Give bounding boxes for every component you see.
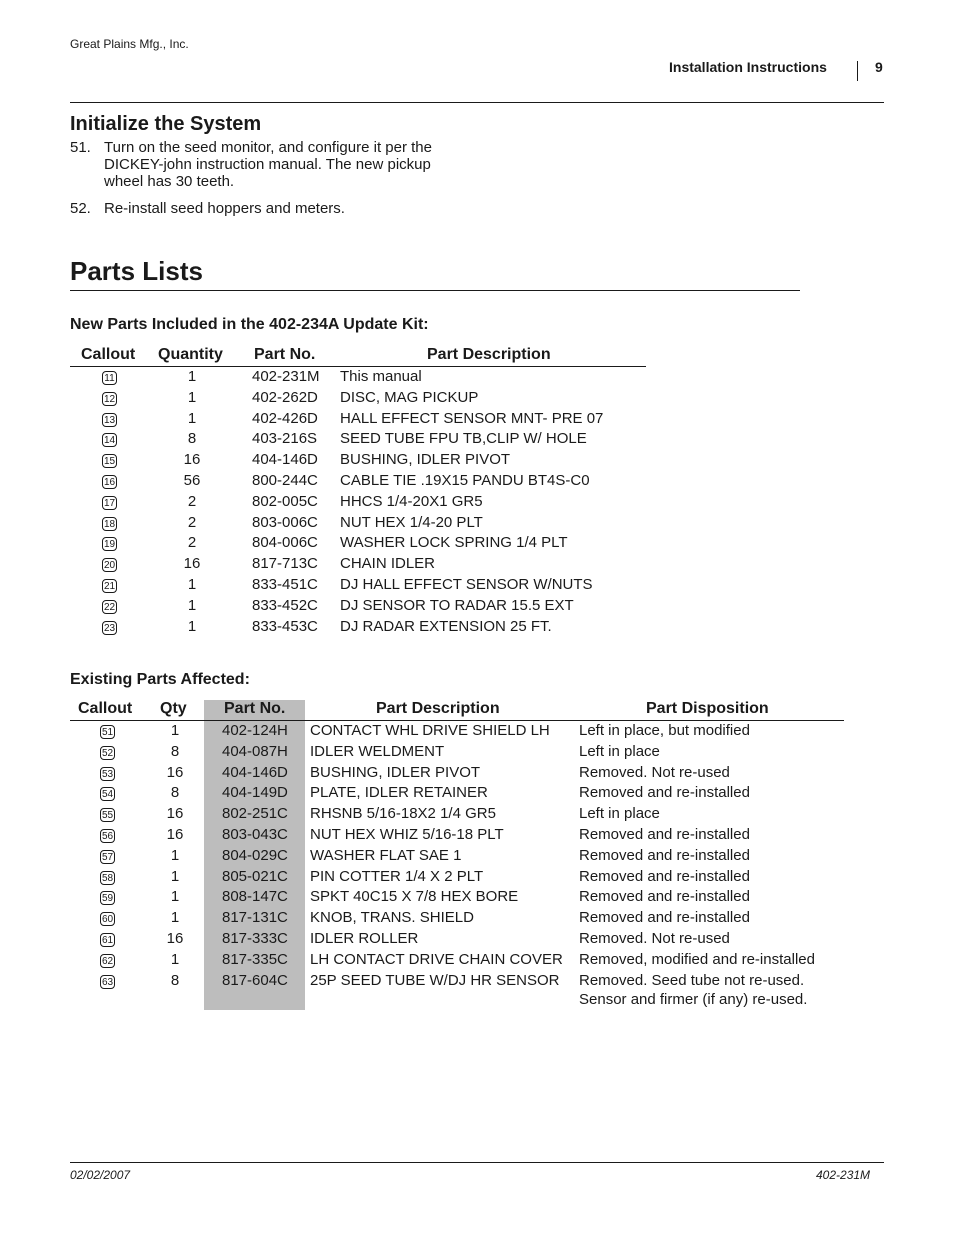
callout-number: 55	[101, 810, 114, 822]
quantity-cell: 8	[170, 971, 180, 989]
part-disposition-cell: Left in place	[579, 742, 660, 760]
part-number-cell: 833-453C	[252, 617, 318, 635]
quantity-cell: 16	[166, 805, 184, 823]
quantity-cell: 1	[187, 388, 197, 406]
quantity-cell: 1	[187, 576, 197, 593]
part-number-cell: 817-333C	[222, 930, 288, 947]
step-number: 51.	[70, 139, 91, 156]
step-text: Re-install seed hoppers and meters.	[104, 200, 345, 217]
part-number-cell: 404-149D	[222, 784, 288, 802]
footer-doc-number: 402-231M	[816, 1168, 871, 1182]
callout-number: 56	[101, 831, 114, 842]
part-disposition-cell: Removed. Not re-used	[579, 763, 730, 781]
part-disposition-cell: Removed. Not re-used	[579, 930, 730, 947]
quantity-cell: 2	[187, 534, 197, 552]
part-description-cell: DJ HALL EFFECT SENSOR W/NUTS	[340, 576, 593, 593]
callout-number: 15	[103, 456, 116, 468]
callout-number: 22	[103, 601, 116, 613]
part-number-cell: 803-006C	[252, 513, 318, 531]
part-description-cell: NUT HEX WHIZ 5/16-18 PLT	[310, 826, 504, 843]
callout-number: 11	[102, 371, 117, 385]
part-number-cell: 802-005C	[252, 492, 318, 510]
part-description-cell: IDLER WELDMENT	[310, 742, 445, 760]
col-quantity: Quantity	[158, 346, 223, 363]
part-number-cell: 402-124H	[222, 722, 288, 739]
quantity-cell: 16	[183, 451, 201, 469]
quantity-cell: 1	[187, 596, 197, 614]
part-number-cell: 817-131C	[222, 909, 288, 927]
quantity-cell: 1	[187, 368, 197, 385]
initialize-heading: Initialize the System	[70, 113, 262, 135]
parts-lists-rule	[70, 290, 800, 291]
part-disposition-cell: Left in place, but modified	[579, 722, 750, 739]
quantity-cell: 16	[166, 763, 184, 781]
part-description-cell: CHAIN IDLER	[340, 555, 436, 573]
step-51	[70, 139, 470, 193]
callout-number: 12	[103, 393, 116, 405]
quantity-cell: 1	[170, 722, 180, 739]
quantity-cell: 1	[187, 409, 197, 427]
part-description-cell: DJ RADAR EXTENSION 25 FT.	[340, 617, 552, 635]
part-description-cell: HALL EFFECT SENSOR MNT- PRE 07	[340, 409, 604, 427]
part-description-cell: PIN COTTER 1/4 X 2 PLT	[310, 867, 484, 885]
company-name: Great Plains Mfg., Inc.	[70, 37, 189, 51]
quantity-cell: 1	[170, 888, 180, 906]
part-disposition-cell: Removed and re-installed	[579, 909, 750, 927]
part-description-cell: PLATE, IDLER RETAINER	[310, 784, 488, 802]
quantity-cell: 1	[170, 867, 180, 885]
callout-number: 60	[101, 914, 114, 926]
part-description-cell: DISC, MAG PICKUP	[340, 388, 479, 406]
part-number-cell: 805-021C	[222, 867, 288, 885]
part-disposition-cell: Sensor and firmer (if any) re-used.	[579, 990, 808, 1008]
quantity-cell: 1	[170, 846, 180, 864]
part-number-cell: 808-147C	[222, 888, 288, 906]
part-description-cell: WASHER FLAT SAE 1	[310, 846, 462, 864]
footer-rule	[70, 1162, 884, 1163]
quantity-cell: 2	[187, 492, 197, 510]
callout-number: 54	[101, 789, 114, 801]
callout-number: 63	[101, 976, 114, 988]
callout-number: 13	[103, 414, 116, 426]
part-number-cell: 800-244C	[252, 472, 318, 489]
quantity-cell: 2	[187, 513, 197, 531]
part-description-cell: This manual	[340, 368, 422, 385]
quantity-cell: 8	[170, 784, 180, 802]
callout-number: 62	[101, 955, 114, 967]
part-description-cell: SEED TUBE FPU TB,CLIP W/ HOLE	[340, 430, 587, 448]
new-parts-heading: New Parts Included in the 402-234A Update Kit:	[70, 316, 429, 333]
part-number-cell: 402-262D	[252, 388, 318, 406]
col-part-no: Part No.	[254, 346, 316, 363]
step-number: 52.	[70, 200, 91, 217]
quantity-cell: 16	[183, 555, 201, 573]
part-description-cell: WASHER LOCK SPRING 1/4 PLT	[340, 534, 568, 552]
callout-number: 58	[101, 872, 114, 884]
callout-number: 19	[103, 539, 116, 551]
part-disposition-cell: Removed. Seed tube not re-used.	[579, 971, 805, 989]
header-divider	[857, 61, 858, 81]
footer-date: 02/02/2007	[70, 1168, 131, 1182]
col-callout: Callout	[81, 346, 136, 363]
callout-number: 61	[101, 935, 114, 946]
part-description-cell: LH CONTACT DRIVE CHAIN COVER	[310, 950, 563, 968]
existing-parts-heading: Existing Parts Affected:	[70, 671, 250, 688]
col-part-no: Part No.	[224, 700, 286, 717]
part-disposition-cell: Removed and re-installed	[579, 846, 750, 864]
callout-number: 57	[101, 851, 114, 863]
parts-lists-heading: Parts Lists	[70, 256, 203, 286]
quantity-cell: 8	[187, 430, 197, 448]
callout-number: 20	[103, 560, 116, 572]
part-description-cell: CABLE TIE .19X15 PANDU BT4S-C0	[340, 472, 590, 489]
col-qty: Qty	[160, 700, 187, 717]
callout-number: 52	[101, 747, 114, 759]
part-disposition-cell: Removed and re-installed	[579, 784, 750, 802]
part-number-cell: 803-043C	[222, 826, 288, 843]
part-description-cell: SPKT 40C15 X 7/8 HEX BORE	[310, 888, 519, 906]
part-number-cell: 402-426D	[252, 409, 318, 427]
col-disposition: Part Disposition	[646, 700, 769, 717]
quantity-cell: 1	[170, 909, 180, 927]
callout-number: 18	[103, 518, 116, 530]
part-description-cell: HHCS 1/4-20X1 GR5	[340, 492, 483, 510]
page-number: 9	[875, 59, 883, 75]
part-disposition-cell: Removed, modified and re-installed	[579, 950, 815, 968]
callout-number: 17	[103, 497, 116, 509]
col-description: Part Description	[376, 700, 500, 717]
section-title: Installation Instructions	[669, 59, 827, 75]
header-rule	[70, 102, 884, 103]
part-number-cell: 817-604C	[222, 971, 288, 989]
part-number-cell: 817-335C	[222, 950, 288, 968]
col-callout: Callout	[78, 700, 133, 717]
part-number-cell: 833-452C	[252, 596, 318, 614]
quantity-cell: 56	[183, 472, 201, 489]
part-description-cell: BUSHING, IDLER PIVOT	[340, 451, 511, 469]
callout-number: 21	[103, 581, 116, 592]
quantity-cell: 1	[187, 617, 197, 635]
part-number-cell: 404-146D	[252, 451, 318, 469]
part-disposition-cell: Removed and re-installed	[579, 867, 750, 885]
callout-number: 51	[101, 727, 114, 738]
part-description-cell: CONTACT WHL DRIVE SHIELD LH	[310, 722, 550, 739]
part-number-cell: 817-713C	[252, 555, 318, 573]
table-header-rule	[70, 366, 646, 367]
table-header-rule	[70, 720, 844, 721]
col-description: Part Description	[427, 346, 551, 363]
callout-number: 16	[103, 477, 116, 488]
part-description-cell: IDLER ROLLER	[310, 930, 419, 947]
step-text: Turn on the seed monitor, and configure it per the DICKEY-john instruction manual. The new pickup wheel has 30 teeth.	[104, 139, 432, 190]
quantity-cell: 1	[170, 950, 180, 968]
part-description-cell: BUSHING, IDLER PIVOT	[310, 763, 481, 781]
part-number-cell: 804-006C	[252, 534, 318, 552]
part-description-cell: RHSNB 5/16-18X2 1/4 GR5	[310, 805, 496, 823]
callout-number: 59	[101, 893, 114, 905]
part-description-cell: 25P SEED TUBE W/DJ HR SENSOR	[310, 971, 560, 989]
part-description-cell: DJ SENSOR TO RADAR 15.5 EXT	[340, 596, 574, 614]
part-description-cell: NUT HEX 1/4-20 PLT	[340, 513, 483, 531]
part-number-cell: 403-216S	[252, 430, 318, 448]
part-number-cell: 804-029C	[222, 846, 288, 864]
part-disposition-cell: Removed and re-installed	[579, 888, 750, 906]
part-number-cell: 404-087H	[222, 742, 288, 760]
callout-number: 53	[101, 768, 114, 780]
callout-number: 14	[103, 435, 116, 447]
part-disposition-cell: Removed and re-installed	[579, 826, 750, 843]
part-description-cell: KNOB, TRANS. SHIELD	[310, 909, 474, 927]
part-number-cell: 833-451C	[252, 576, 318, 593]
quantity-cell: 8	[170, 742, 180, 760]
callout-number: 23	[103, 622, 116, 634]
part-number-cell: 802-251C	[222, 805, 288, 823]
quantity-cell: 16	[166, 930, 184, 947]
part-number-cell: 402-231M	[252, 368, 320, 385]
quantity-cell: 16	[166, 826, 184, 843]
part-number-cell: 404-146D	[222, 763, 288, 781]
part-disposition-cell: Left in place	[579, 805, 660, 823]
step-52	[70, 200, 470, 220]
